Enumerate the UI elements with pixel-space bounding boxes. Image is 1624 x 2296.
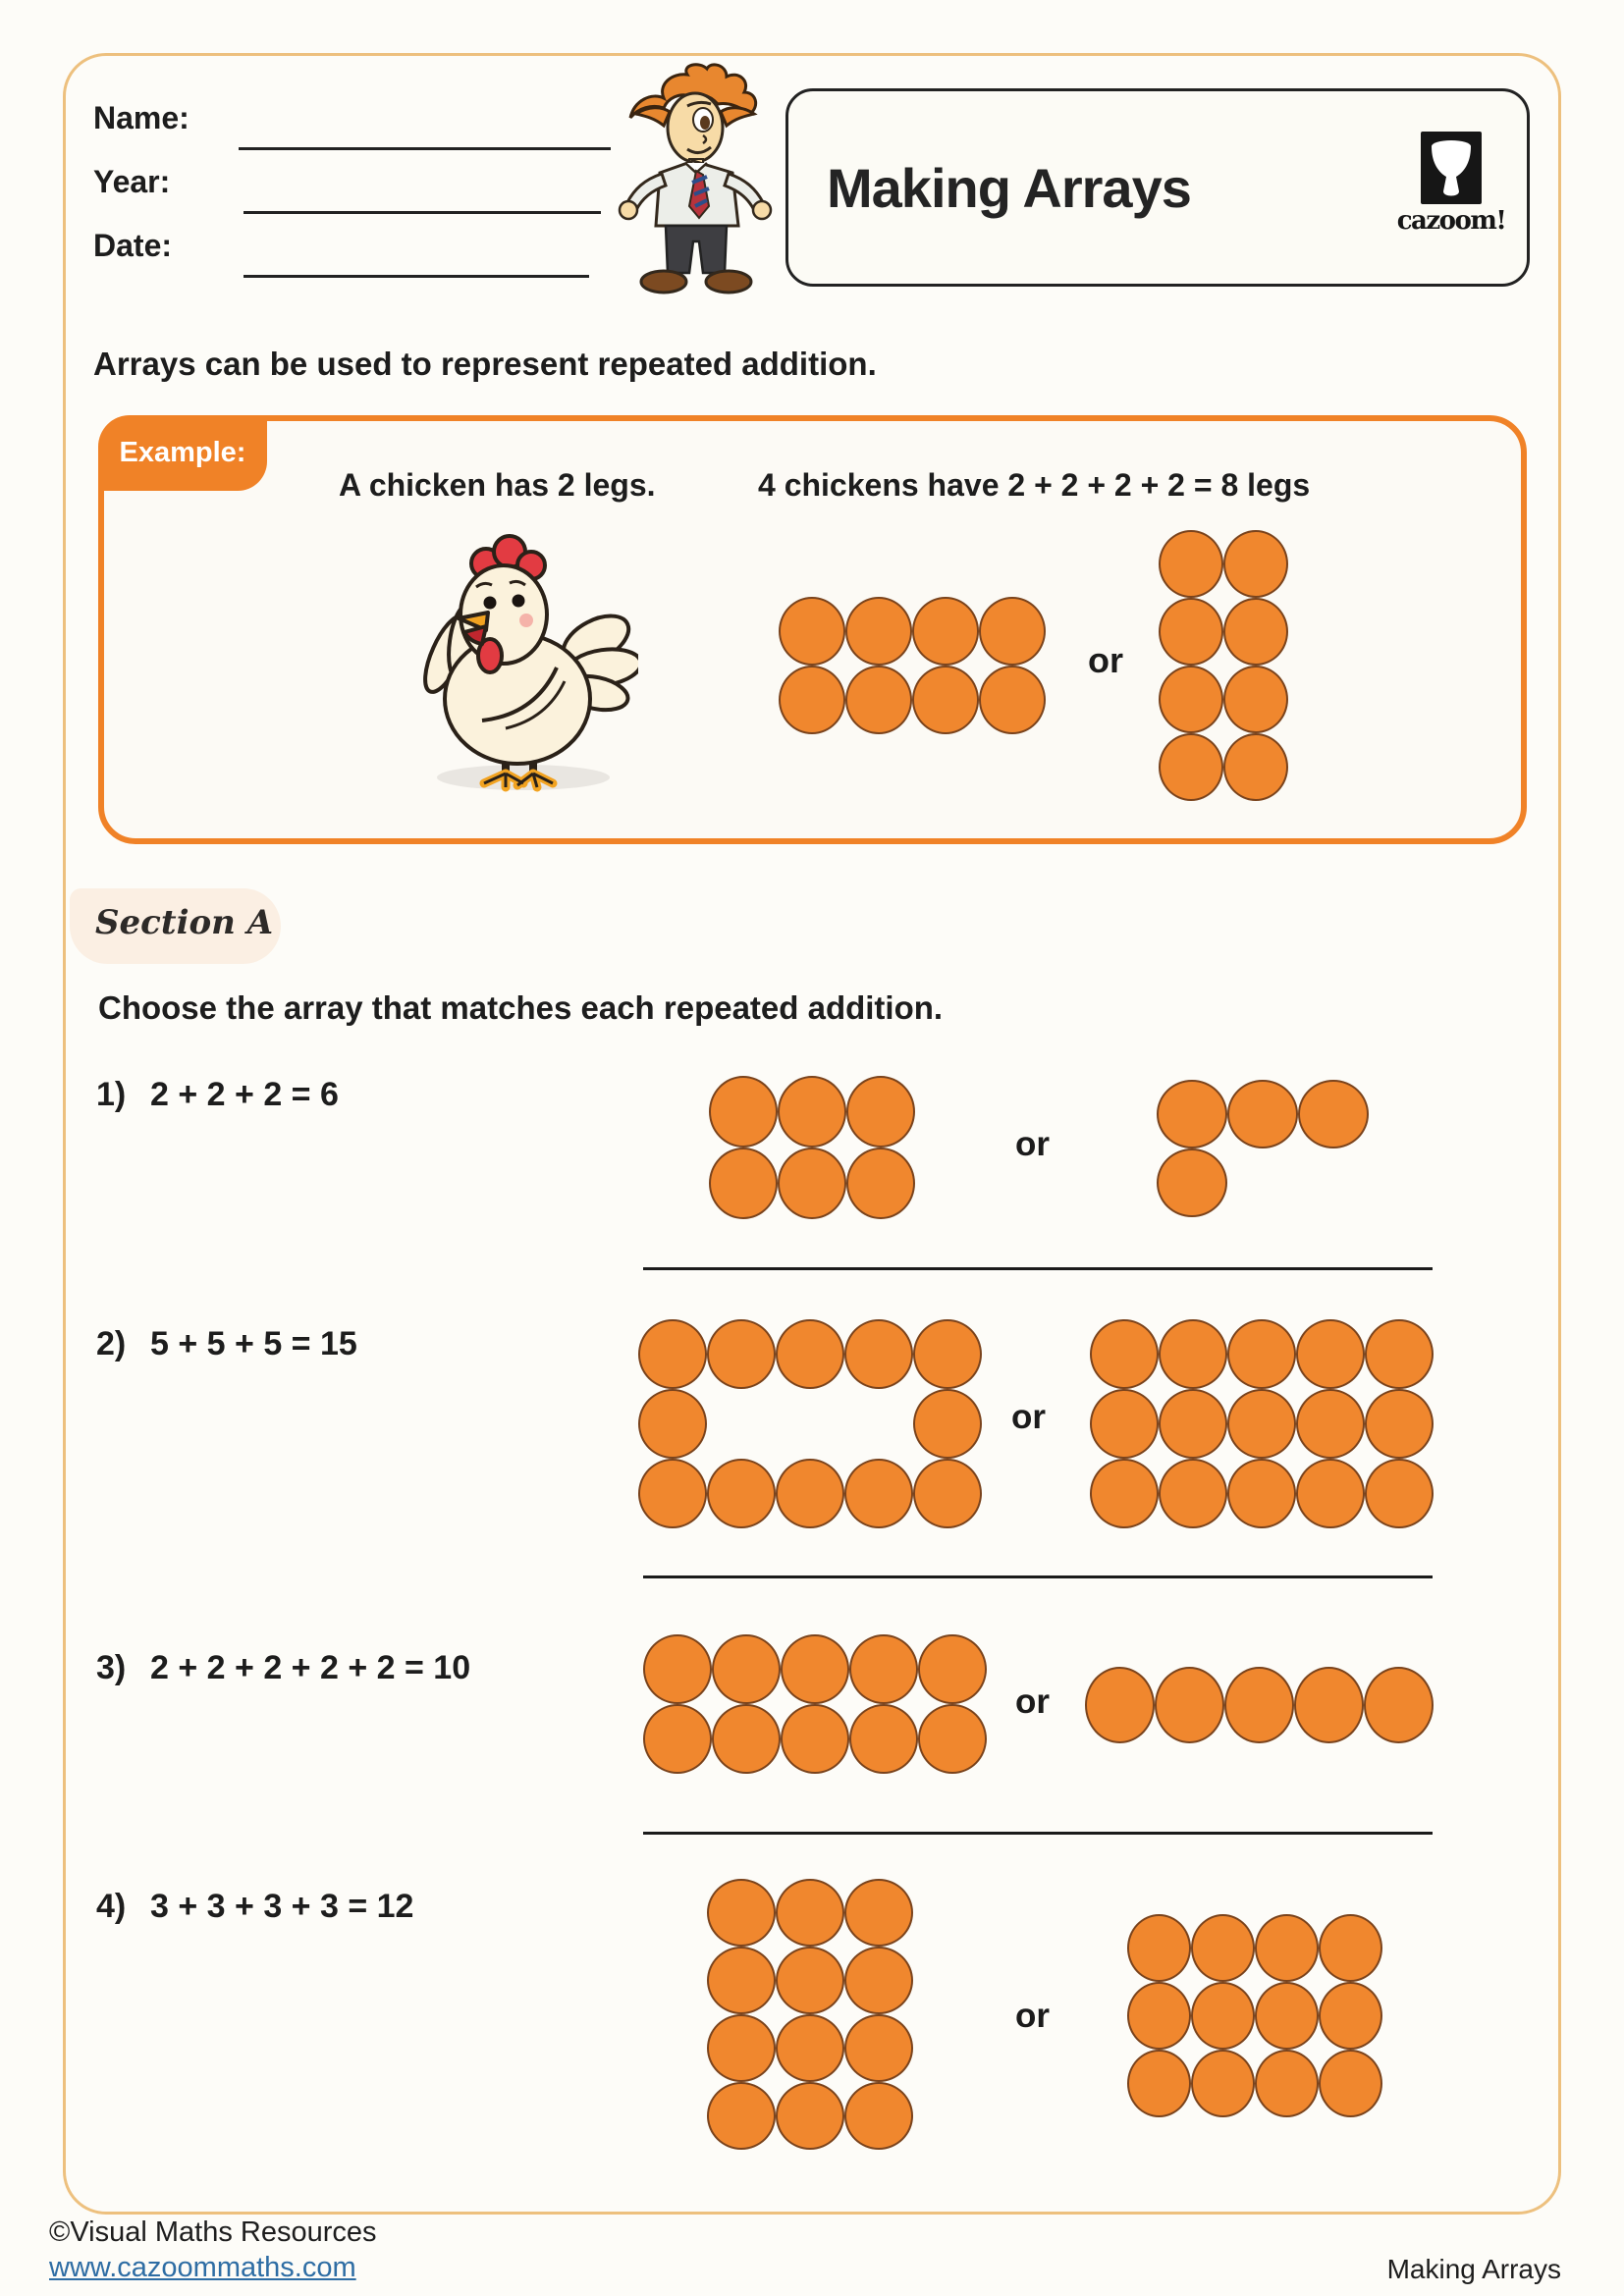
year-label: Year:	[93, 164, 171, 199]
array-dot	[1227, 1319, 1296, 1389]
array-dot	[643, 1634, 712, 1704]
example-tab-label: Example:	[119, 437, 246, 468]
array-dot	[1090, 1319, 1159, 1389]
array-row	[1157, 1148, 1369, 1217]
array-dot	[776, 1947, 844, 2014]
array-dot	[1159, 1389, 1227, 1459]
array-row	[1127, 1982, 1382, 2050]
array-dot	[844, 2014, 913, 2082]
array-dot	[1159, 1319, 1227, 1389]
question-3-equation: 2 + 2 + 2 + 2 + 2 = 10	[150, 1649, 471, 1686]
q2-array-option-a[interactable]	[638, 1319, 982, 1528]
array-dot	[846, 1148, 915, 1219]
array-dot	[1159, 530, 1223, 598]
date-label: Date:	[93, 228, 173, 263]
question-divider	[643, 1832, 1433, 1835]
array-dot	[1223, 598, 1288, 666]
question-1-text	[96, 1076, 339, 1114]
footer-website-link[interactable]: www.cazoommaths.com	[49, 2252, 356, 2283]
array-row	[638, 1459, 982, 1528]
array-dot	[1085, 1667, 1155, 1743]
array-row	[1127, 2050, 1382, 2117]
footer-page-label: Making Arrays	[1386, 2254, 1561, 2284]
array-dot	[638, 1319, 707, 1389]
page-title: Making Arrays	[827, 156, 1191, 219]
array-dot	[1127, 1982, 1191, 2050]
array-row	[1090, 1389, 1434, 1459]
q3-or-label: or	[1015, 1682, 1050, 1721]
array-dot	[1159, 666, 1223, 733]
array-dot	[1255, 2050, 1319, 2117]
array-dot	[776, 2082, 844, 2150]
array-dot	[781, 1704, 849, 1774]
question-divider	[643, 1267, 1433, 1270]
cazoom-logo	[1421, 132, 1482, 204]
array-dot	[1294, 1667, 1364, 1743]
array-dot	[913, 1389, 982, 1459]
array-dot	[849, 1704, 918, 1774]
array-dot	[913, 1319, 982, 1389]
array-dot	[844, 1947, 913, 2014]
array-dot	[912, 666, 979, 734]
cazoom-logo-text: cazoom!	[1396, 206, 1506, 236]
array-row	[707, 2082, 913, 2150]
q3-array-option-b[interactable]	[1085, 1667, 1434, 1743]
array-row	[1159, 666, 1288, 733]
array-dot	[1090, 1389, 1159, 1459]
array-dot	[1255, 1914, 1319, 1982]
year-line[interactable]	[244, 211, 601, 214]
array-dot	[918, 1704, 987, 1774]
array-dot	[844, 1459, 913, 1528]
array-dot	[707, 1319, 776, 1389]
question-2-equation: 5 + 5 + 5 = 15	[150, 1325, 357, 1362]
array-dot	[845, 666, 912, 734]
array-dot	[776, 1459, 844, 1528]
array-dot	[778, 1148, 846, 1219]
array-dot	[918, 1634, 987, 1704]
section-a-instruction: Choose the array that matches each repeated addition.	[98, 989, 944, 1026]
array-row	[1159, 530, 1288, 598]
array-dot	[844, 1319, 913, 1389]
array-dot	[1223, 666, 1288, 733]
example-sum-text: 4 chickens have 2 + 2 + 2 + 2 = 8 legs	[758, 467, 1311, 503]
q1-or-label: or	[1015, 1125, 1050, 1163]
array-dot	[709, 1148, 778, 1219]
array-row	[779, 666, 1046, 734]
question-2-text	[96, 1325, 357, 1363]
array-row	[1085, 1667, 1434, 1743]
chicken-illustration	[407, 522, 638, 795]
question-2-number: 2)	[96, 1325, 127, 1362]
array-dot	[712, 1634, 781, 1704]
array-row	[707, 1879, 913, 1947]
question-4-text	[96, 1888, 413, 1926]
array-dot	[1365, 1459, 1434, 1528]
example-or-label: or	[1088, 640, 1123, 680]
array-dot	[912, 597, 979, 666]
array-dot	[1319, 1982, 1382, 2050]
array-dot	[979, 666, 1046, 734]
student-character-illustration	[601, 57, 787, 300]
array-dot	[779, 597, 845, 666]
array-dot	[844, 2082, 913, 2150]
q3-array-option-a[interactable]	[643, 1634, 987, 1774]
array-dot	[707, 2014, 776, 2082]
question-3-text	[96, 1649, 470, 1687]
array-row	[709, 1148, 915, 1219]
array-dot	[1159, 598, 1223, 666]
question-4-number: 4)	[96, 1888, 127, 1925]
array-dot	[846, 1076, 915, 1148]
array-dot	[1191, 1914, 1255, 1982]
array-row	[1159, 598, 1288, 666]
q2-array-option-b[interactable]	[1090, 1319, 1434, 1528]
array-row	[779, 597, 1046, 666]
array-dot	[1157, 1148, 1227, 1217]
array-dot	[1227, 1389, 1296, 1459]
array-dot	[1159, 733, 1223, 801]
array-row	[1127, 1914, 1382, 1982]
q1-array-option-a[interactable]	[709, 1076, 915, 1219]
question-3-number: 3)	[96, 1649, 127, 1686]
array-dot	[1227, 1080, 1298, 1148]
array-dot	[1296, 1389, 1365, 1459]
question-1-number: 1)	[96, 1076, 127, 1113]
array-row	[643, 1634, 987, 1704]
array-dot	[844, 1879, 913, 1947]
name-line[interactable]	[239, 147, 611, 150]
example-array-option-a[interactable]	[779, 597, 1046, 734]
array-dot	[638, 1389, 707, 1459]
intro-text: Arrays can be used to represent repeated addition.	[93, 346, 877, 382]
array-dot	[707, 1459, 776, 1528]
array-dot	[913, 1459, 982, 1528]
question-divider	[643, 1575, 1433, 1578]
array-dot	[845, 597, 912, 666]
array-dot	[1296, 1459, 1365, 1528]
array-dot	[707, 2082, 776, 2150]
array-row	[638, 1389, 982, 1459]
drum-icon	[1421, 132, 1482, 204]
array-row	[709, 1076, 915, 1148]
q2-or-label: or	[1011, 1398, 1046, 1436]
array-dot	[1157, 1080, 1227, 1148]
array-dot	[638, 1459, 707, 1528]
array-dot	[712, 1704, 781, 1774]
q4-or-label: or	[1015, 1997, 1050, 2035]
array-dot	[781, 1634, 849, 1704]
array-dot	[1224, 1667, 1294, 1743]
array-row	[707, 2014, 913, 2082]
array-dot	[1227, 1459, 1296, 1528]
q4-array-option-b[interactable]	[1127, 1914, 1382, 2117]
array-row	[1157, 1080, 1369, 1148]
array-dot	[1296, 1319, 1365, 1389]
example-tab	[98, 415, 267, 491]
array-row	[707, 1947, 913, 2014]
array-dot	[1090, 1459, 1159, 1528]
array-dot	[1255, 1982, 1319, 2050]
array-dot	[1191, 2050, 1255, 2117]
array-dot	[1298, 1080, 1369, 1148]
array-dot	[1191, 1982, 1255, 2050]
array-dot	[643, 1704, 712, 1774]
array-dot	[776, 1319, 844, 1389]
array-dot	[1223, 733, 1288, 801]
array-dot	[778, 1076, 846, 1148]
array-dot	[1319, 2050, 1382, 2117]
array-row	[1159, 733, 1288, 801]
array-dot	[1223, 530, 1288, 598]
q1-array-option-b[interactable]	[1157, 1080, 1369, 1217]
array-dot	[1319, 1914, 1382, 1982]
section-a-label: Section A	[95, 903, 274, 942]
array-dot	[707, 1879, 776, 1947]
array-row	[1090, 1319, 1434, 1389]
array-dot	[1159, 1459, 1227, 1528]
array-dot	[979, 597, 1046, 666]
array-dot	[1364, 1667, 1434, 1743]
example-array-option-b[interactable]	[1159, 530, 1288, 801]
array-dot	[776, 2014, 844, 2082]
array-dot	[1127, 1914, 1191, 1982]
array-dot	[709, 1076, 778, 1148]
question-4-equation: 3 + 3 + 3 + 3 = 12	[150, 1888, 414, 1925]
array-dot	[1127, 2050, 1191, 2117]
array-dot	[707, 1947, 776, 2014]
array-dot	[849, 1634, 918, 1704]
example-fact-text: A chicken has 2 legs.	[339, 467, 656, 503]
q4-array-option-a[interactable]	[707, 1879, 913, 2150]
array-row	[1090, 1459, 1434, 1528]
array-dot	[1365, 1389, 1434, 1459]
array-dot	[779, 666, 845, 734]
question-1-equation: 2 + 2 + 2 = 6	[150, 1076, 339, 1113]
array-dot	[1365, 1319, 1434, 1389]
footer-copyright: ©Visual Maths Resources	[49, 2216, 377, 2248]
array-row	[643, 1704, 987, 1774]
name-label: Name:	[93, 100, 189, 135]
date-line[interactable]	[244, 275, 589, 278]
array-dot	[776, 1879, 844, 1947]
array-dot	[1155, 1667, 1224, 1743]
array-row	[638, 1319, 982, 1389]
